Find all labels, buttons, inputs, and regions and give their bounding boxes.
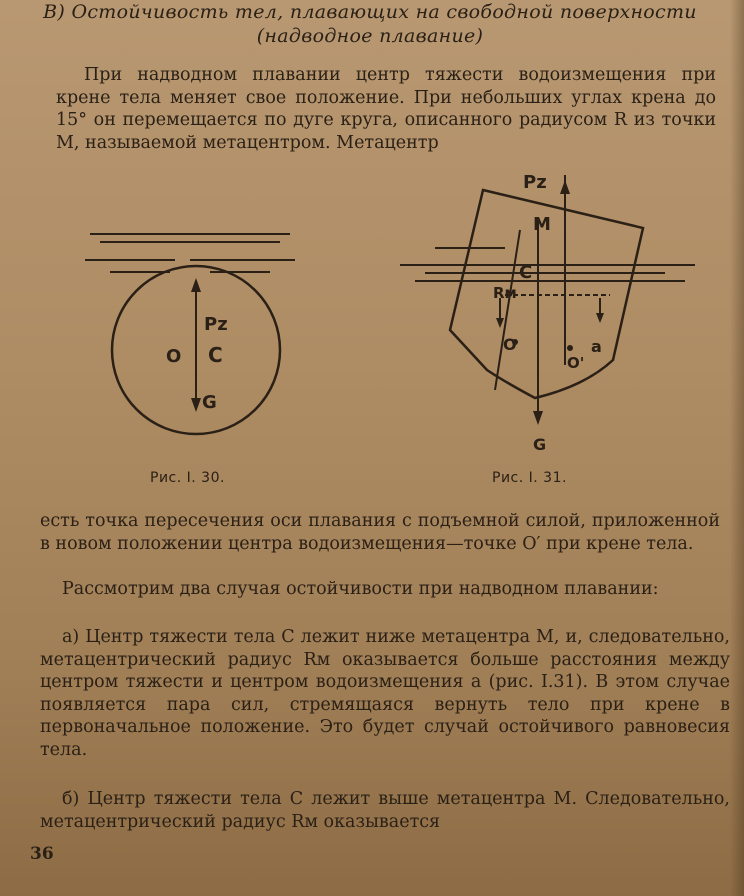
figure-1-30-caption: Рис. I. 30. (150, 470, 225, 486)
figure-1-31-caption: Рис. I. 31. (492, 470, 567, 486)
label-c: C (208, 343, 223, 367)
arrow-down-icon (533, 411, 543, 425)
arrow-up-icon (191, 278, 201, 292)
label-radius: Rм (493, 284, 517, 302)
section-header (40, 0, 700, 48)
section-title: В) Остойчивость тел, плавающих на свободной поверхности (43, 1, 697, 23)
arrow-down-icon (596, 313, 604, 323)
case-a-paragraph: а) Центр тяжести тела C лежит ниже метацентра M, и, следовательно, метацентрический радиус Rм оказывается больше расстояния между центром тяжести и центром водоизмещения a (рис. I.31). В этом случае появляется пара сил, стремящаяся вернуть тело при крене в первоначальное положение. Это будет случай остойчивого равновесия тела. (40, 627, 730, 760)
label-o-prime: O' (567, 354, 585, 372)
heel-axis (495, 230, 520, 390)
cases-heading: Рассмотрим два случая остойчивости при надводном плавании: (62, 579, 659, 599)
figure-1-31 (395, 160, 705, 460)
section-subtitle: (надводное плавание) (256, 25, 484, 47)
continuation-paragraph: есть точка пересечения оси плавания с подъемной силой, приложенной в новом положении центра водоизмещения—точке O′ при крене тела. (40, 511, 720, 554)
case-b-paragraph: б) Центр тяжести тела C лежит выше метацентра M. Следовательно, метацентрический радиус Rм оказывается (40, 789, 730, 832)
page-binding-shadow (730, 0, 744, 896)
intro-paragraph: При надводном плавании центр тяжести водоизмещения при крене тела меняет свое положение. При небольших углах крена до 15° он перемещается по дуге круга, описанного радиусом R из точки M, называемой метацентром. Метацентр (56, 65, 716, 153)
label-o: O (503, 335, 517, 354)
label-c: C (519, 262, 533, 283)
arrow-up-icon (560, 180, 570, 194)
label-pz: Pz (204, 314, 228, 335)
label-g: G (533, 435, 547, 454)
figure-1-30 (80, 220, 310, 450)
label-pz: Pz (523, 172, 547, 193)
arrow-down-icon (496, 318, 504, 328)
label-g: G (202, 392, 217, 413)
label-o: O (166, 346, 182, 367)
page-number: 36 (30, 844, 54, 864)
center-point-prime (567, 345, 573, 351)
arrow-down-icon (191, 398, 201, 412)
label-a: a (591, 337, 602, 356)
label-m: M (533, 214, 551, 235)
